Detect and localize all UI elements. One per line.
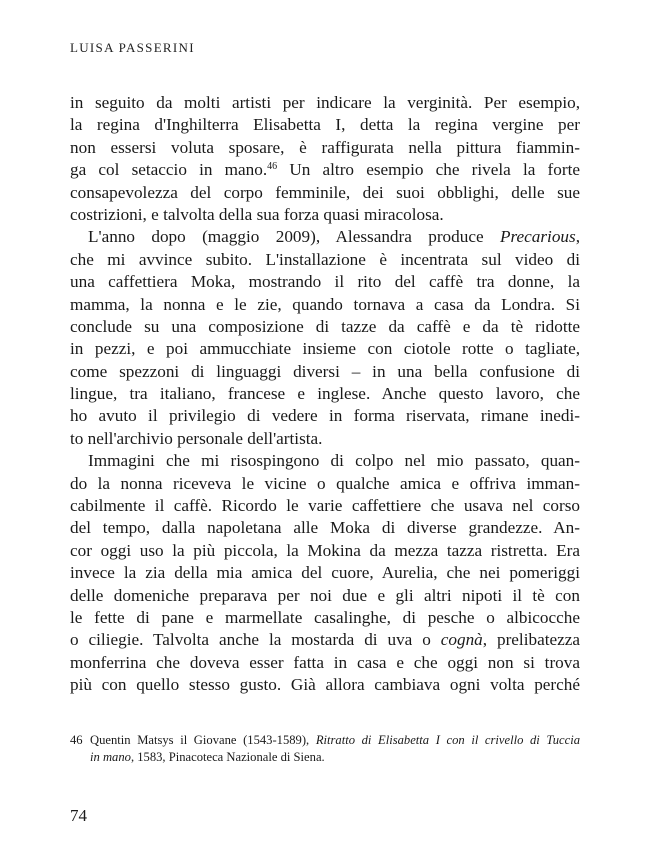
text-line: come spezzoni di linguaggi diversi – in una bella confusione di <box>70 361 580 381</box>
text-line: una caffettiera Moka, mostrando il rito del caffè tra donne, la <box>70 272 580 292</box>
text-line: cabilmente il caffè. Ricordo le varie caffettiere che usava nel corso <box>70 496 580 516</box>
text-line: do la nonna riceveva le vicine o qualche amica e offriva imman- <box>70 473 580 493</box>
footnote-number: 46 <box>70 733 83 747</box>
text-line: più con quello stesso gusto. Già allora cambiava ogni volta perché <box>70 675 580 695</box>
text-line: le fette di pane e marmellate casalinghe, di pesche o albicocche <box>70 607 580 627</box>
footnote-artwork-title: Ritratto di Elisabetta I con il crivello di Tuccia <box>315 733 581 747</box>
footnote-artwork-title: in mano <box>90 750 131 764</box>
text-line: consapevolezza del corpo femminile, dei suoi obblighi, delle sue <box>70 182 580 202</box>
text-line: in pezzi, e poi ammucchiate insieme con ciotole rotte o tagliate, <box>70 339 580 359</box>
text-line: Immagini che mi risospingono di colpo nel mio passato, quan- <box>88 451 580 471</box>
footnote-text: Quentin Matsys il Giovane (1543-1589), <box>90 733 316 747</box>
text-line: monferrina che doveva esser fatta in casa e che oggi non si trova <box>70 652 580 672</box>
footnote-reference: 46 <box>267 161 278 173</box>
text-line: ho avuto il privilegio di vedere in forma riservata, rimane inedi- <box>70 406 580 426</box>
text-line: cor oggi uso la più piccola, la Mokina da mezza tazza ristretta. Era <box>70 540 580 560</box>
text-fragment: L'anno dopo (maggio 2009), Alessandra produce <box>88 227 500 247</box>
footnote <box>70 732 580 766</box>
text-line: lingue, tra italiano, francese e inglese. Anche questo lavoro, che <box>70 384 580 404</box>
text-line: invece la zia della mia amica del cuore, Aurelia, che nei pomeriggi <box>70 563 580 583</box>
text-line <box>70 629 580 651</box>
artwork-title: Precarious <box>499 227 576 247</box>
running-head: LUISA PASSERINI <box>70 40 195 55</box>
footnote-text: , 1583, Pinacoteca Nazionale di Siena. <box>130 750 325 764</box>
dialect-word: cognà <box>440 630 483 650</box>
text-line: del tempo, dalla napoletana alle Moka di diverse grandezze. An- <box>70 518 580 538</box>
text-line <box>70 159 580 181</box>
text-line: costrizioni, e talvolta della sua forza quasi miracolosa. <box>70 204 444 224</box>
footnote-line <box>70 749 580 766</box>
text-line: delle domeniche preparava per noi due e gli altri nipoti il tè con <box>70 585 580 605</box>
text-fragment: Un altro esempio che rivela la forte <box>289 160 581 180</box>
text-fragment: , <box>575 227 580 247</box>
text-line: to nell'archivio personale dell'artista. <box>70 428 323 448</box>
text-line: mamma, la nonna e le zie, quando tornava a casa da Londra. Si <box>70 294 580 314</box>
text-line: non essersi voluta sposare, è raffigurata nella pittura fiammin- <box>70 137 580 157</box>
text-line: la regina d'Inghilterra Elisabetta I, detta la regina vergine per <box>70 115 580 135</box>
text-line: in seguito da molti artisti per indicare la verginità. Per esempio, <box>70 93 580 112</box>
footnote-line <box>70 732 580 749</box>
text-line <box>70 226 580 248</box>
text-fragment: ga col setaccio in mano. <box>70 160 268 180</box>
body-text <box>70 92 580 697</box>
text-fragment: o ciliegie. Talvolta anche la mostarda di uva o <box>70 630 441 650</box>
page-number: 74 <box>70 806 87 825</box>
text-line: conclude su una composizione di tazze da caffè e da tè ridotte <box>70 316 580 336</box>
text-fragment: , prelibatezza <box>482 630 580 650</box>
text-line: che mi avvince subito. L'installazione è incentrata sul video di <box>70 249 580 269</box>
